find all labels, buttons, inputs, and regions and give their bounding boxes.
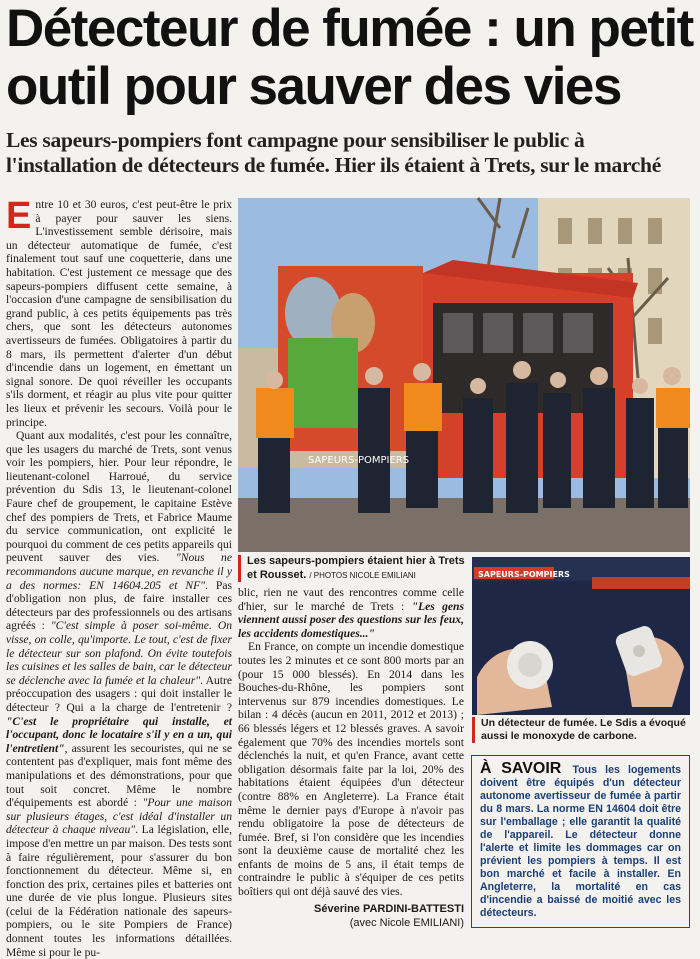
article-text: , assurent les secouristes, qui ne se contentent pas d'expliquer, mais font même des manipulations et des démonstrations, pour que tout soit concret. Même le nombre d'équipements est abordé : [6, 741, 232, 810]
article-text: ntre 10 et 30 euros, c'est peut-être le prix à payer pour sauver les siens. L'investissement semble dérisoire, mais un détecteur automatique de fumée, c'est finalement tout sauf une coquetterie, dans une habitation. C'est justement ce message que des sapeurs-pompiers diffusent cette semaine, à l'occasion d'une campagne de sensibilisation du grand public, à ces petits équipements pas très chers, que sont les détecteurs autonomes avertisseurs de fumées. Obligatoires à partir du 8 mars, ils permettent d'alerter d'un début d'incendie dans un logement, en émettant un signal sonore. De quoi réveiller les occupants s'ils dorment, et réagir au plus vite pour quitter les lieux et prévenir les secours. Voilà pour le principe. [6, 198, 232, 429]
info-box-text: Tous les logements doivent être équipés d'un détecteur autonome avertisseur de fumée à partir du 8 mars. La norme EN 14604 doit être sur l'emballage ; elle garantit la qualité de l'appareil. Le détecteur donne l'alerte et limite les dommages car on prévient les pompiers à temps. Il est bon marché et facile à installer. En Angleterre, la mortalité en cas d'incendie a baissé de moitié avec les détecteurs. [480, 764, 681, 919]
photo-credit: / PHOTOS NICOLE EMILIANI [309, 570, 416, 580]
subhead: Les sapeurs-pompiers font campagne pour sensibiliser le public à l'installation de détecteurs de fumée. Hier ils étaient à Trets, sur le marché [6, 128, 661, 177]
article-column-2 [238, 586, 464, 899]
truck-lettering: SAPEURS-POMPIERS [308, 455, 410, 466]
info-box-title: À SAVOIR [480, 760, 562, 777]
byline [238, 902, 464, 930]
article-paragraph-4 [238, 640, 464, 898]
article-text: En France, on compte un incendie domestique toutes les 2 minutes et ce sont 800 morts par an (pour 15 000 blessés). En 2014 dans les Bouches-du-Rhône, les pompiers sont intervenus sur 879 incendies domestiques. Le bilan : 4 décès (aucun en 2011, 2012 et 2013) ; 66 blessés légers et 12 blessés graves. A savoir également que 70% des incendies mortels sont déclenchés la nuit, et qu'en France, avant cette obligation désormais faite par la loi, 20% des habitations étaient équipées d'un détecteur (contre 88% en Angleterre). La France était même le dernier pays d'Europe à n'avoir pas rendu obligatoire la pose de détecteurs de fumée. Bref, si l'on considère que les incendies sont la deuxième cause de mortalité chez les enfants de moins de 5 ans, il était temps de contraindre le public à s'équiper de ces petits boîtiers qui ont déjà sauvé des vies. [238, 640, 464, 899]
photo-smoke-detector [472, 557, 690, 715]
photo-caption: Un détecteur de fumée. Le Sdis a évoqué aussi le monoxyde de carbone. [472, 717, 690, 743]
article-text: . La législation, elle, impose d'en mettre un par maison. Des tests sont à faire régulièrement, pour s'assurer du bon fonctionnement du détecteur. Même si, en fonction des prix, certaines piles et batteries ont une durée de vie plus longue. Plusieurs sites (celui de la Fédération nationale des sapeurs-pompiers, ou le site Pompiers de France) donnent toutes les informations détaillées. Même si pour le pu- [6, 823, 232, 959]
quote: "Nous ne recommandons aucune marque, en revanche il y a des normes: EN 14604.205 et NF" [6, 551, 232, 592]
co-author: (avec Nicole EMILIANI) [349, 917, 464, 929]
article-text: . Pas d'obligation non plus, de faire installer ces détecteurs par des professionnels ou des artisans agréés : [6, 578, 232, 633]
quote: "Pour une maison sur plusieurs étages, c'est idéal d'installer un détecteur à chaque niveau" [6, 796, 232, 837]
article-paragraph-2 [6, 429, 232, 959]
article-text: . Autre préoccupation des usagers : qui doit installer le détecteur ? Qui a la charge de l'entretenir ? [6, 673, 232, 714]
drop-cap: E [6, 195, 32, 237]
article-column-1 [6, 195, 232, 959]
photo-illustration [472, 557, 690, 715]
info-box [471, 755, 690, 928]
quote: "C'est simple à poser soi-même. On visse, on colle, qu'importe. Le tout, c'est de fixer le détecteur sur son plafond. On évite toutefois les cuisines et les salles de bain, car le détecteur se déclenche avec la fumée et la chaleur" [6, 619, 232, 687]
article-text: Quant aux modalités, c'est pour les connaître, que les usagers du marché de Trets, sont venus voir les pompiers, hier. Pour leur répondre, le lieutenant-colonel Harroué, du service prévention du Sdis 13, le lieutenant-colonel Faure chef de groupement, le capitaine Estève chef des pompiers de Trets, et Fabrice Maume du service communication, ont explicité le pourquoi du comment de ces petits appareils qui peuvent sauver des vies. [6, 429, 232, 565]
photo-firefighters-truck [238, 198, 690, 552]
photo-caption [238, 555, 468, 582]
photo-illustration [238, 198, 690, 552]
headline: Détecteur de fumée : un petit outil pour sauver des vies [6, 0, 693, 116]
uniform-badge: SAPEURS-POMPIERS [478, 570, 570, 579]
caption-text: Les sapeurs-pompiers étaient hier à Trets et Rousset. [247, 555, 465, 581]
article-text: blic, rien ne vaut des rencontres comme celle d'hier, sur le marché de Trets : [238, 586, 464, 613]
quote: "Les gens viennent aussi poser des questions sur les feux, les accidents domestiques..." [238, 599, 464, 640]
article-paragraph-3 [238, 586, 464, 640]
article-paragraph-1 [6, 195, 232, 429]
author-name: Séverine PARDINI-BATTESTI [314, 903, 464, 915]
quote: "C'est le propriétaire qui installe, et l'occupant, donc le locataire s'il y en a un, qui l'entretient" [6, 714, 232, 755]
